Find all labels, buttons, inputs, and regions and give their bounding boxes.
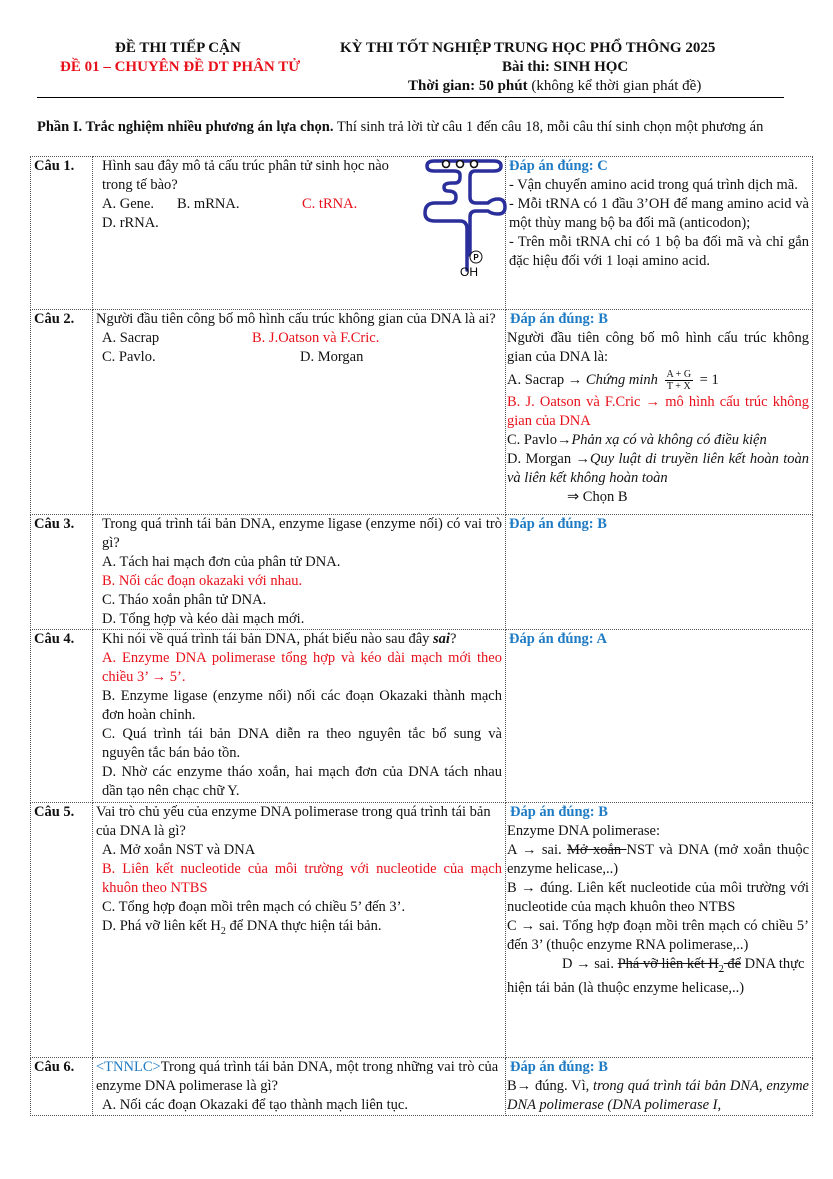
option-d[interactable]: D. rRNA. — [102, 215, 159, 231]
explanation-a-text: Chứng minh — [585, 372, 658, 388]
options-list — [96, 841, 502, 941]
explanation-text — [507, 1077, 809, 1115]
explanation-line: - Mỗi tRNA có 1 đầu 3’OH để mang amino acid và một thùy mang bộ ba đối mã (anticodon); — [509, 196, 809, 231]
explanation-a-label: A → sai. — [507, 842, 568, 858]
option-a[interactable]: A. Gene. — [102, 196, 154, 212]
question-row — [31, 310, 813, 515]
option-c[interactable]: C. Quá trình tái bản DNA diễn ra theo nguyên tắc bổ sung và nguyên tắc bán bảo tồn. — [102, 726, 502, 761]
question-row — [31, 630, 813, 803]
explanation-c-label: C. Pavlo→ — [507, 432, 572, 448]
anticodon-base-2 — [457, 161, 464, 168]
question-body — [93, 1058, 506, 1116]
option-c[interactable]: C. Tổng hợp đoạn mồi trên mạch có chiều 5’ đến 3’. — [102, 899, 406, 915]
trna-structure-icon — [420, 159, 510, 277]
exam-name: KỲ THI TỐT NGHIỆP TRUNG HỌC PHỔ THÔNG 2025 — [340, 40, 716, 56]
question-number: Câu 6. — [31, 1058, 93, 1116]
question-stem — [96, 1058, 502, 1096]
exam-duration — [408, 78, 701, 95]
option-d[interactable]: D. Tổng hợp và kéo dài mạch mới. — [102, 611, 305, 627]
question-stem-emphasis: sai — [433, 631, 450, 647]
answer-heading: Đáp án đúng: A — [509, 631, 607, 647]
question-stem-end: ? — [449, 631, 457, 647]
explanation-a — [507, 841, 809, 879]
option-d-text: D. Phá vỡ liên kết H — [102, 918, 221, 934]
phosphate-label: P — [473, 253, 479, 262]
question-number: Câu 2. — [31, 310, 93, 515]
fraction-equals: = 1 — [699, 372, 719, 388]
exam-series-title: ĐỀ THI TIẾP CẬN — [115, 40, 241, 56]
question-body — [93, 803, 506, 1058]
fraction-denominator: T + X — [666, 381, 691, 393]
option-d[interactable]: D. Nhờ các enzyme tháo xoắn, hai mạch đơn của DNA tách nhau dần tạo nên chạc chữ Y. — [102, 764, 502, 799]
option-b-correct[interactable]: B. J.Oatson và F.Cric. — [252, 330, 380, 346]
question-stem: Hình sau đây mô tả cấu trúc phân tử sinh học nào trong tế bào? — [102, 158, 389, 193]
explanation-a — [507, 367, 809, 393]
question-stem-text: Khi nói về quá trình tái bản DNA, phát biểu nào sau đây — [102, 631, 434, 647]
answer-heading: Đáp án đúng: B — [509, 516, 607, 532]
option-a-correct[interactable]: A. Enzyme DNA polimerase tổng hợp và kéo dài mạch mới theo chiều 3’ → 5’. — [102, 650, 502, 685]
option-b-correct[interactable]: B. Nối các đoạn okazaki với nhau. — [102, 573, 303, 589]
explanation-b-correct: B. J. Oatson và F.Cric → mô hình cấu trúc không gian của DNA — [507, 394, 809, 429]
explanation-d-text: Quy luật di truyền liên kết hoàn toàn và liên kết không hoàn toàn — [507, 451, 809, 486]
duration-note: (không kể thời gian phát đề) — [531, 78, 702, 94]
explanation-a-label: A. Sacrap → — [507, 372, 583, 388]
section-intro — [37, 119, 807, 136]
option-c[interactable]: C. Tháo xoắn phân tử DNA. — [102, 592, 267, 608]
question-body — [93, 515, 506, 630]
explanation-intro: Enzyme DNA polimerase: — [507, 823, 661, 839]
options-row — [96, 329, 502, 348]
explanation-d-struck — [617, 956, 742, 975]
explanation-line: - Vận chuyển amino acid trong quá trình dịch mã. — [509, 177, 798, 193]
option-a[interactable]: A. Mở xoắn NST và DNA — [102, 842, 256, 858]
explanation-d-struck-end: để — [723, 956, 742, 972]
exam-subject: Bài thi: SINH HỌC — [502, 59, 629, 75]
question-stem — [102, 630, 502, 649]
option-b[interactable]: B. Enzyme ligase (enzyme nối) nối các đoạn Okazaki thành mạch đơn hoàn chỉnh. — [102, 688, 502, 723]
explanation-a-struck: Mở xoắn — [567, 842, 627, 858]
explanation-d-label: D. Morgan → — [507, 451, 590, 467]
option-a[interactable]: A. Nối các đoạn Okazaki để tạo thành mạch liên tục. — [102, 1097, 408, 1113]
answer-cell — [506, 310, 813, 515]
ratio-fraction — [665, 369, 694, 392]
answer-cell — [506, 630, 813, 803]
explanation-d-subscript: 2 — [718, 963, 724, 975]
question-row — [31, 803, 813, 1058]
question-stem: Vai trò chủ yếu của enzyme DNA polimerase trong quá trình tái bản của DNA là gì? — [96, 804, 491, 839]
answer-cell — [506, 157, 813, 310]
question-row — [31, 1058, 813, 1116]
option-a[interactable]: A. Tách hai mạch đơn của phân tử DNA. — [102, 554, 341, 570]
question-stem: Trong quá trình tái bản DNA, enzyme ligase (enzyme nối) có vai trò gì? — [102, 516, 502, 551]
anticodon-base-1 — [443, 161, 450, 168]
option-c[interactable]: C. Pavlo. — [102, 349, 156, 365]
explanation-d-struck-text: Phá vỡ liên kết H — [617, 956, 719, 972]
question-number: Câu 1. — [31, 157, 93, 310]
option-d[interactable] — [102, 917, 502, 941]
question-stem: Người đầu tiên công bố mô hình cấu trúc không gian của DNA là ai? — [96, 311, 496, 327]
question-row — [31, 515, 813, 630]
section-instructions: Thí sinh trả lời từ câu 1 đến câu 18, mỗi câu thí sinh chọn một phương án — [333, 119, 764, 135]
explanation-c: C → sai. Tổng hợp đoạn mồi trên mạch có chiều 5’ đến 3’ (thuộc enzyme RNA polimerase,..) — [507, 918, 809, 953]
oh-label: OH — [460, 265, 478, 277]
conclusion: ⇒ Chọn B — [567, 489, 628, 505]
explanation-d-label: D → sai. — [562, 956, 618, 972]
explanation-c — [507, 431, 809, 450]
fraction-numerator: A + G — [666, 369, 692, 381]
question-table — [30, 156, 813, 1116]
explanation-d-text: DNA thực hiện tái bản (là thuộc enzyme helicase,..) — [507, 956, 805, 996]
question-body — [93, 310, 506, 515]
option-c-correct[interactable]: C. tRNA. — [302, 196, 358, 212]
option-d[interactable]: D. Morgan — [300, 349, 364, 365]
question-number: Câu 3. — [31, 515, 93, 630]
answer-heading: Đáp án đúng: B — [510, 311, 608, 327]
question-number: Câu 5. — [31, 803, 93, 1058]
anticodon-base-3 — [471, 161, 478, 168]
question-tag: <TNNLC> — [96, 1059, 161, 1075]
section-title: Phần I. Trắc nghiệm nhiều phương án lựa chọn. — [37, 119, 334, 135]
explanation-b: B → đúng. Liên kết nucleotide của môi trường với nucleotide của mạch khuôn theo NTBS — [507, 880, 809, 915]
answer-heading: Đáp án đúng: B — [510, 1059, 608, 1075]
options-row — [96, 348, 502, 367]
option-a[interactable]: A. Sacrap — [102, 330, 160, 346]
exam-topic-title: ĐỀ 01 – CHUYÊN ĐỀ DT PHÂN TỬ — [60, 59, 301, 75]
explanation-c-text: Phản xạ có và không có điều kiện — [571, 432, 767, 448]
answer-cell — [506, 803, 813, 1058]
answer-heading: Đáp án đúng: C — [509, 158, 608, 174]
option-b[interactable]: B. mRNA. — [177, 196, 240, 212]
explanation-a-text: NST và DNA (mở xoắn thuộc enzyme helicase,..) — [507, 842, 810, 877]
answer-heading: Đáp án đúng: B — [510, 804, 608, 820]
option-b-correct[interactable]: B. Liên kết nucleotide của môi trường với nucleotide của mạch khuôn theo NTBS — [102, 861, 502, 896]
question-body — [93, 630, 506, 803]
explanation-label: B→ đúng. Vì, — [507, 1078, 594, 1094]
question-number: Câu 4. — [31, 630, 93, 803]
option-d-subscript: 2 — [220, 925, 226, 937]
answer-cell — [506, 515, 813, 630]
explanation-intro: Người đầu tiên công bố mô hình cấu trúc không gian của DNA là: — [507, 330, 809, 365]
explanation-d — [507, 955, 809, 998]
duration-label: Thời gian: 50 phút — [408, 78, 528, 94]
answer-cell — [506, 1058, 813, 1116]
question-row — [31, 157, 813, 310]
header-divider — [37, 97, 784, 98]
question-body — [93, 157, 506, 310]
question-stem-text: Trong quá trình tái bản DNA, một trong những vai trò của enzyme DNA polimerase là gì? — [96, 1059, 499, 1094]
explanation-line: - Trên mỗi tRNA chỉ có 1 bộ ba đối mã và chỉ gắn đặc hiệu đối với 1 loại amino acid. — [509, 234, 809, 269]
explanation-italic: trong quá trình tái bản DNA, enzyme DNA polimerase (DNA polimerase I, — [507, 1078, 809, 1113]
explanation-d — [507, 450, 809, 488]
option-d-text-end: để DNA thực hiện tái bản. — [225, 918, 382, 934]
